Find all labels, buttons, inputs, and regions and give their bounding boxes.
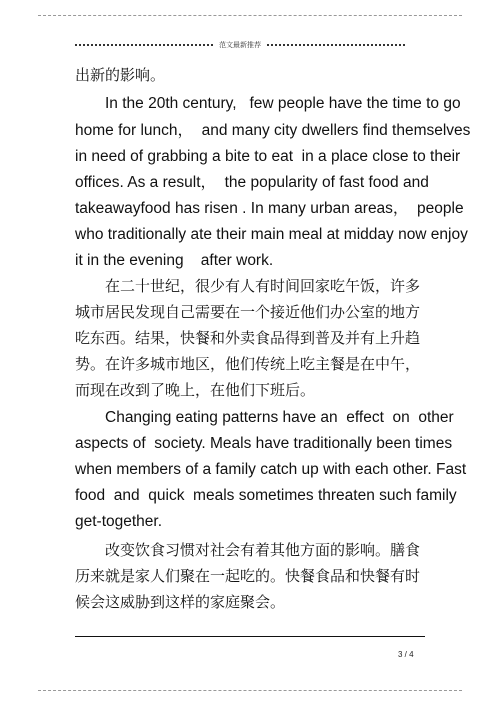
text-line: 而现在改到了晚上，在他们下班后。 bbox=[75, 381, 316, 399]
text-line: 改变饮食习惯对社会有着其他方面的影响。膳食 bbox=[105, 541, 421, 559]
page-number: 3 / 4 bbox=[398, 650, 414, 659]
text-line: get-together. bbox=[75, 513, 163, 530]
text-line: 历来就是家人们聚在一起吃的。快餐食品和快餐有时 bbox=[75, 567, 421, 585]
text-line: 出新的影响。 bbox=[75, 66, 166, 84]
text-line: who traditionally ate their main meal at midday now enjoy bbox=[75, 226, 468, 243]
text-line: 候会这威胁到这样的家庭聚会。 bbox=[75, 593, 286, 611]
page-bottom-edge bbox=[38, 690, 462, 691]
text-line: Changing eating patterns have an effect on other bbox=[105, 409, 454, 426]
text-line: offices. As a result， the popularity of fast food and bbox=[75, 174, 429, 191]
header-rule-right bbox=[267, 44, 405, 46]
text-line: 城市居民发现自己需要在一个接近他们办公室的地方 bbox=[75, 303, 421, 321]
text-line: aspects of society. Meals have traditionally been times bbox=[75, 435, 453, 452]
text-line: home for lunch， and many city dwellers find themselves bbox=[75, 122, 471, 139]
text-line: when members of a family catch up with each other. Fast bbox=[75, 461, 467, 478]
text-line: 势。在许多城市地区，他们传统上吃主餐是在中午， bbox=[75, 355, 421, 373]
text-line: In the 20th century, few people have the time to go bbox=[105, 95, 461, 112]
footer-rule bbox=[75, 636, 425, 637]
header-rule-left bbox=[75, 44, 213, 46]
text-line: 吃东西。结果，快餐和外卖食品得到普及并有上升趋 bbox=[75, 329, 421, 347]
text-line: it in the evening after work. bbox=[75, 252, 274, 269]
text-line: takeawayfood has risen . In many urban areas， people bbox=[75, 200, 464, 217]
header-title: 范文最新推荐 bbox=[219, 41, 261, 49]
page-top-edge bbox=[38, 15, 462, 16]
page-header bbox=[75, 39, 405, 51]
text-line: food and quick meals sometimes threaten such family bbox=[75, 487, 457, 504]
text-line: 在二十世纪，很少有人有时间回家吃午饭，许多 bbox=[105, 277, 421, 295]
text-line: in need of grabbing a bite to eat in a place close to their bbox=[75, 148, 461, 165]
